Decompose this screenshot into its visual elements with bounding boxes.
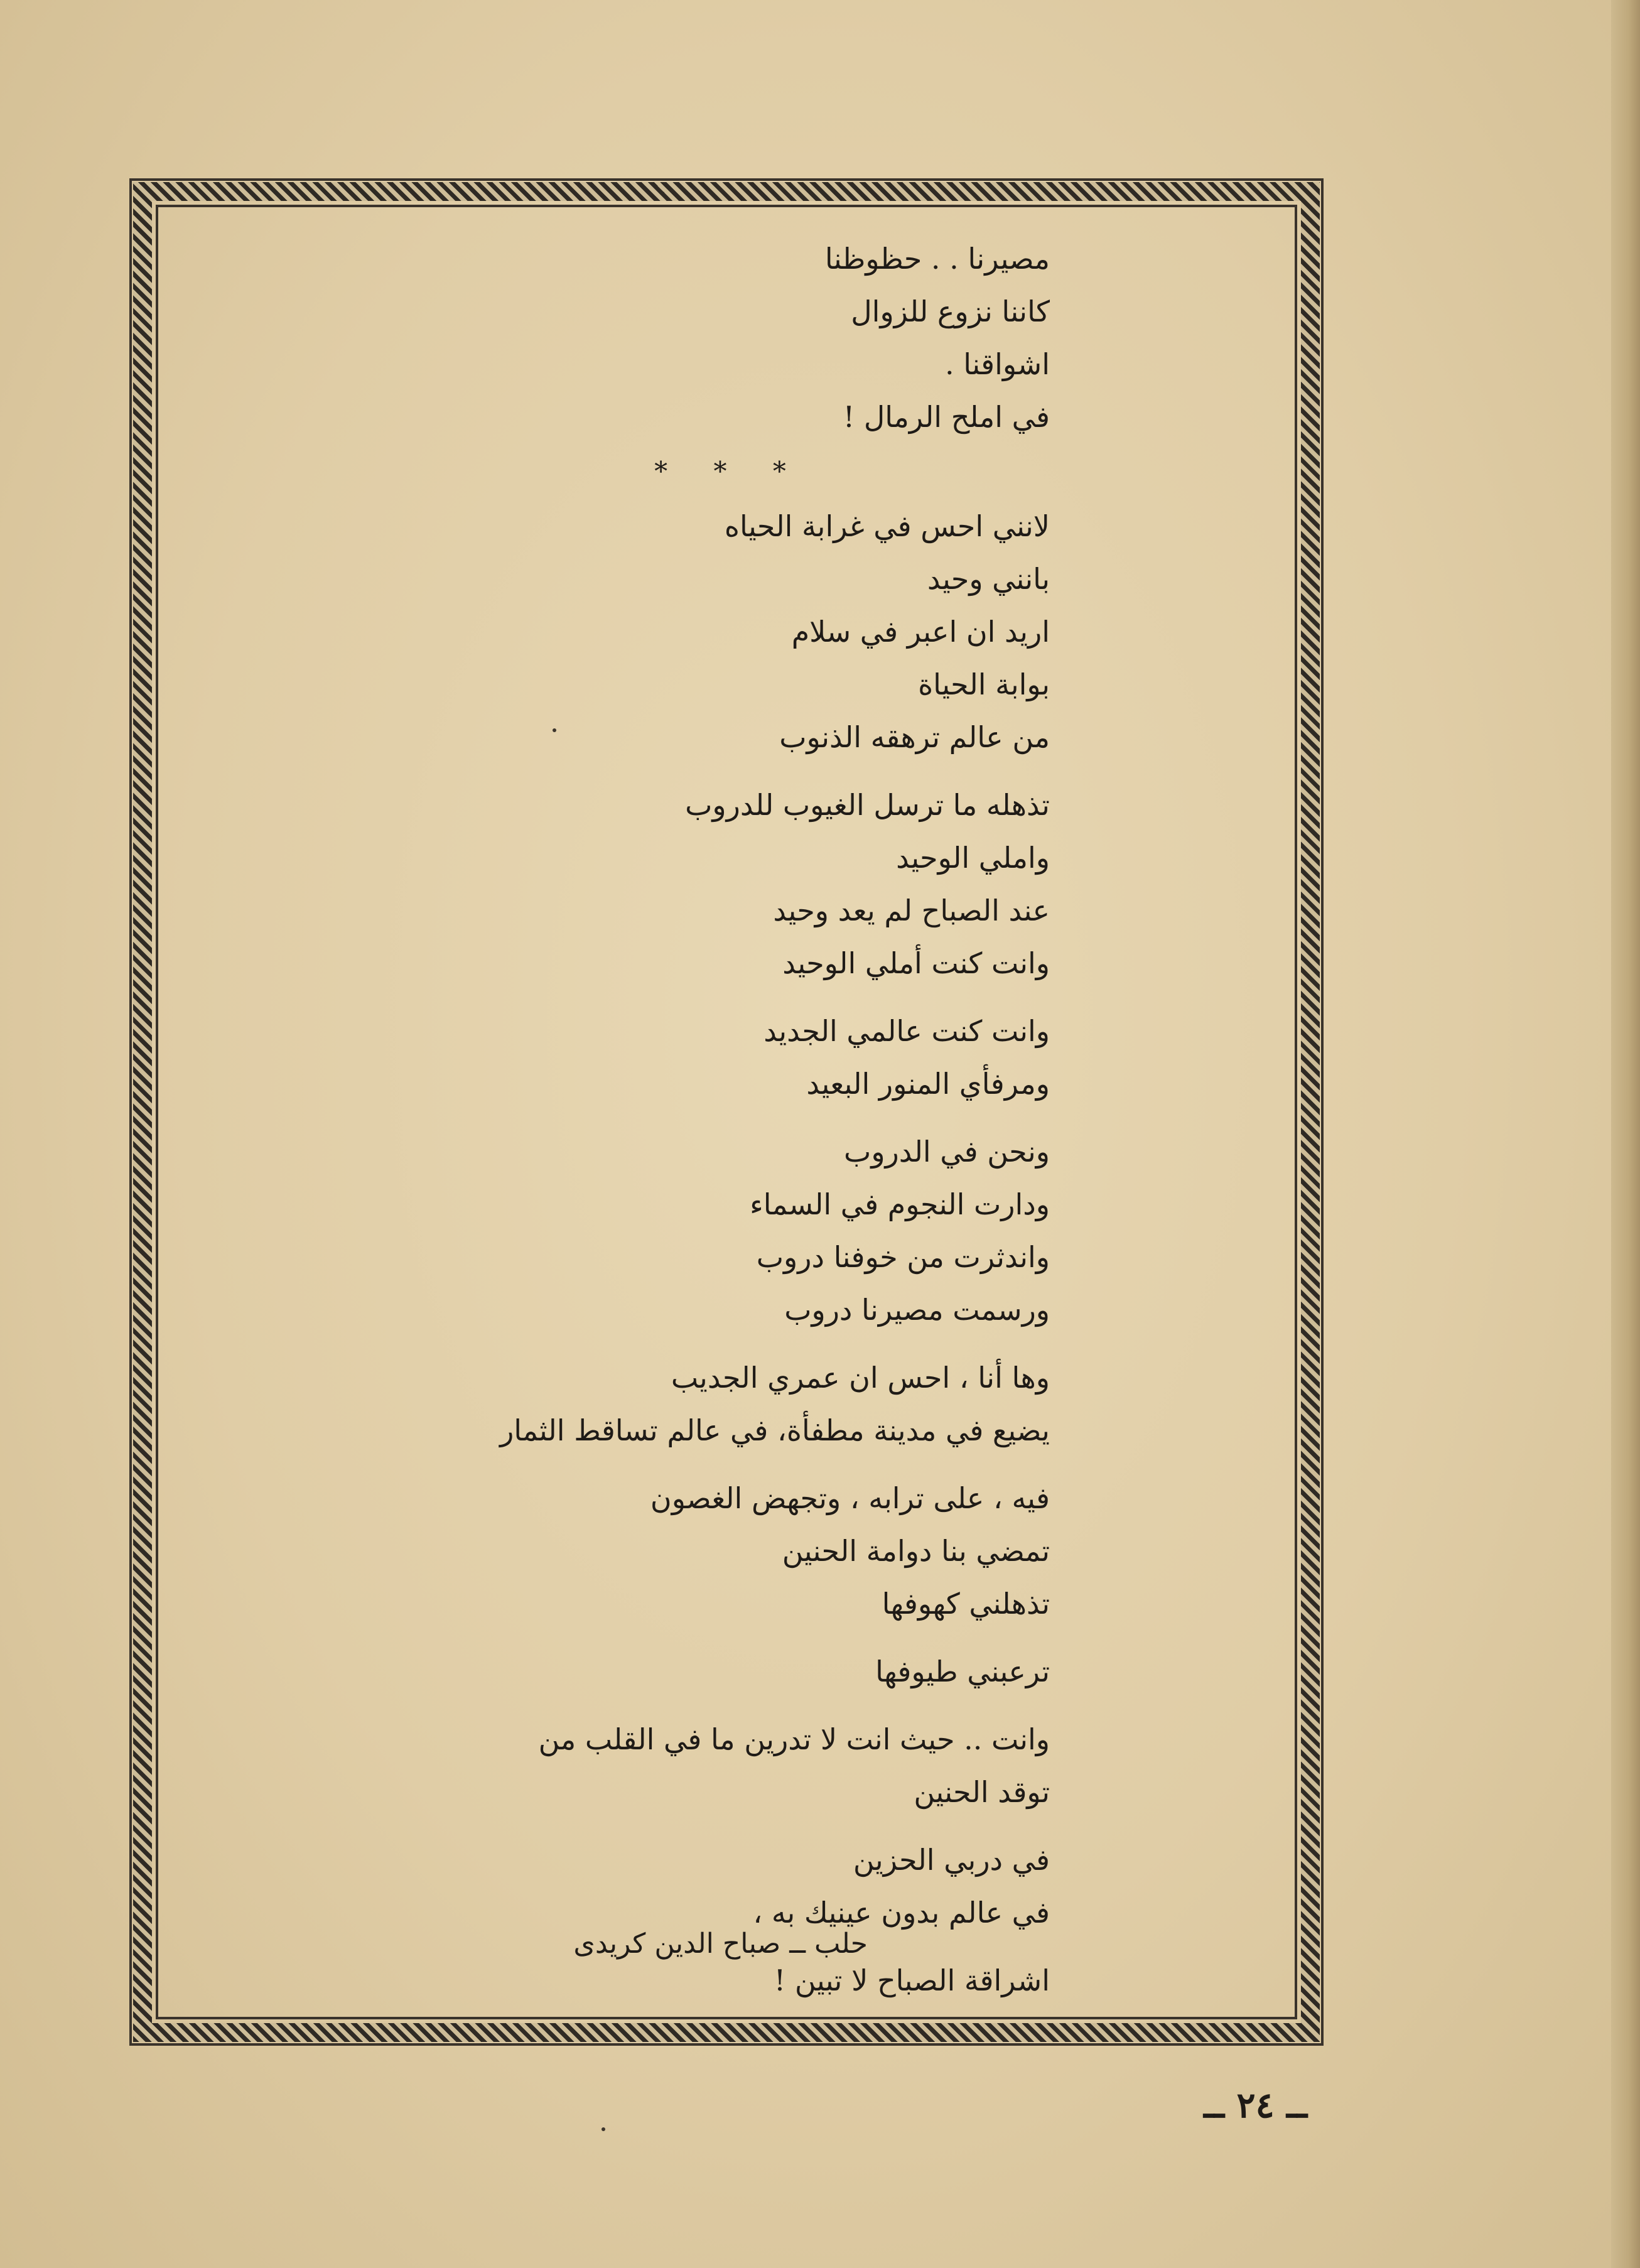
page-edge — [1611, 0, 1640, 2268]
poem-line: عند الصباح لم يعد وحيد — [773, 894, 1050, 927]
poem-text — [296, 232, 1050, 2007]
poem-line: واملي الوحيد — [896, 841, 1050, 875]
paper-speck — [553, 728, 556, 732]
poem-line: مصيرنا . . حظوظنا — [824, 242, 1050, 276]
poem-line: يضيع في مدينة مطفأة، في عالم تساقط الثمار — [500, 1413, 1050, 1447]
author-signature: حلب ــ صباح الدين كريدى — [573, 1928, 868, 1960]
poem-line: لانني احس في غرابة الحياه — [724, 509, 1050, 543]
paper-speck — [602, 2127, 605, 2131]
poem-line: وانت .. حيث انت لا تدرين ما في القلب من — [538, 1722, 1050, 1756]
poem-line: تمضي بنا دوامة الحنين — [782, 1534, 1050, 1568]
poem-line: ومرفأي المنور البعيد — [806, 1067, 1050, 1101]
poem-line: في دربي الحزين — [853, 1843, 1050, 1877]
poem-line: وانت كنت عالمي الجديد — [763, 1014, 1050, 1048]
poem-line: ترعبني طيوفها — [875, 1655, 1050, 1688]
poem-line: تذهله ما ترسل الغيوب للدروب — [685, 788, 1050, 822]
poem-line: بوابة الحياة — [918, 667, 1050, 701]
poem-line: توقد الحنين — [914, 1775, 1050, 1809]
stanza-separator: * * * — [654, 456, 805, 487]
poem-line: واندثرت من خوفنا دروب — [756, 1240, 1050, 1274]
poem-line: وانت كنت أملي الوحيد — [782, 946, 1050, 980]
poem-line: تذهلني كهوفها — [882, 1587, 1050, 1621]
poem-line: من عالم ترهقه الذنوب — [779, 720, 1050, 754]
poem-line: اشراقة الصباح لا تبين ! — [774, 1963, 1050, 1997]
poem-line: في املح الرمال ! — [843, 400, 1050, 434]
poem-line: فيه ، على ترابه ، وتجهض الغصون — [650, 1481, 1050, 1515]
page-number: ــ ٢٤ ــ — [1204, 2085, 1307, 2126]
poem-line: ودارت النجوم في السماء — [750, 1187, 1050, 1221]
poem-line: بانني وحيد — [927, 562, 1050, 596]
poem-line: اريد ان اعبر في سلام — [791, 615, 1050, 649]
poem-line: كاننا نزوع للزوال — [851, 294, 1050, 328]
poem-line: اشواقنا . — [945, 347, 1050, 381]
poem-line: ورسمت مصيرنا دروب — [784, 1293, 1050, 1327]
poem-line: في عالم بدون عينيك به ، — [753, 1896, 1050, 1930]
poem-line: وها أنا ، احس ان عمري الجديب — [671, 1361, 1050, 1395]
poem-line: ونحن في الدروب — [844, 1135, 1050, 1169]
